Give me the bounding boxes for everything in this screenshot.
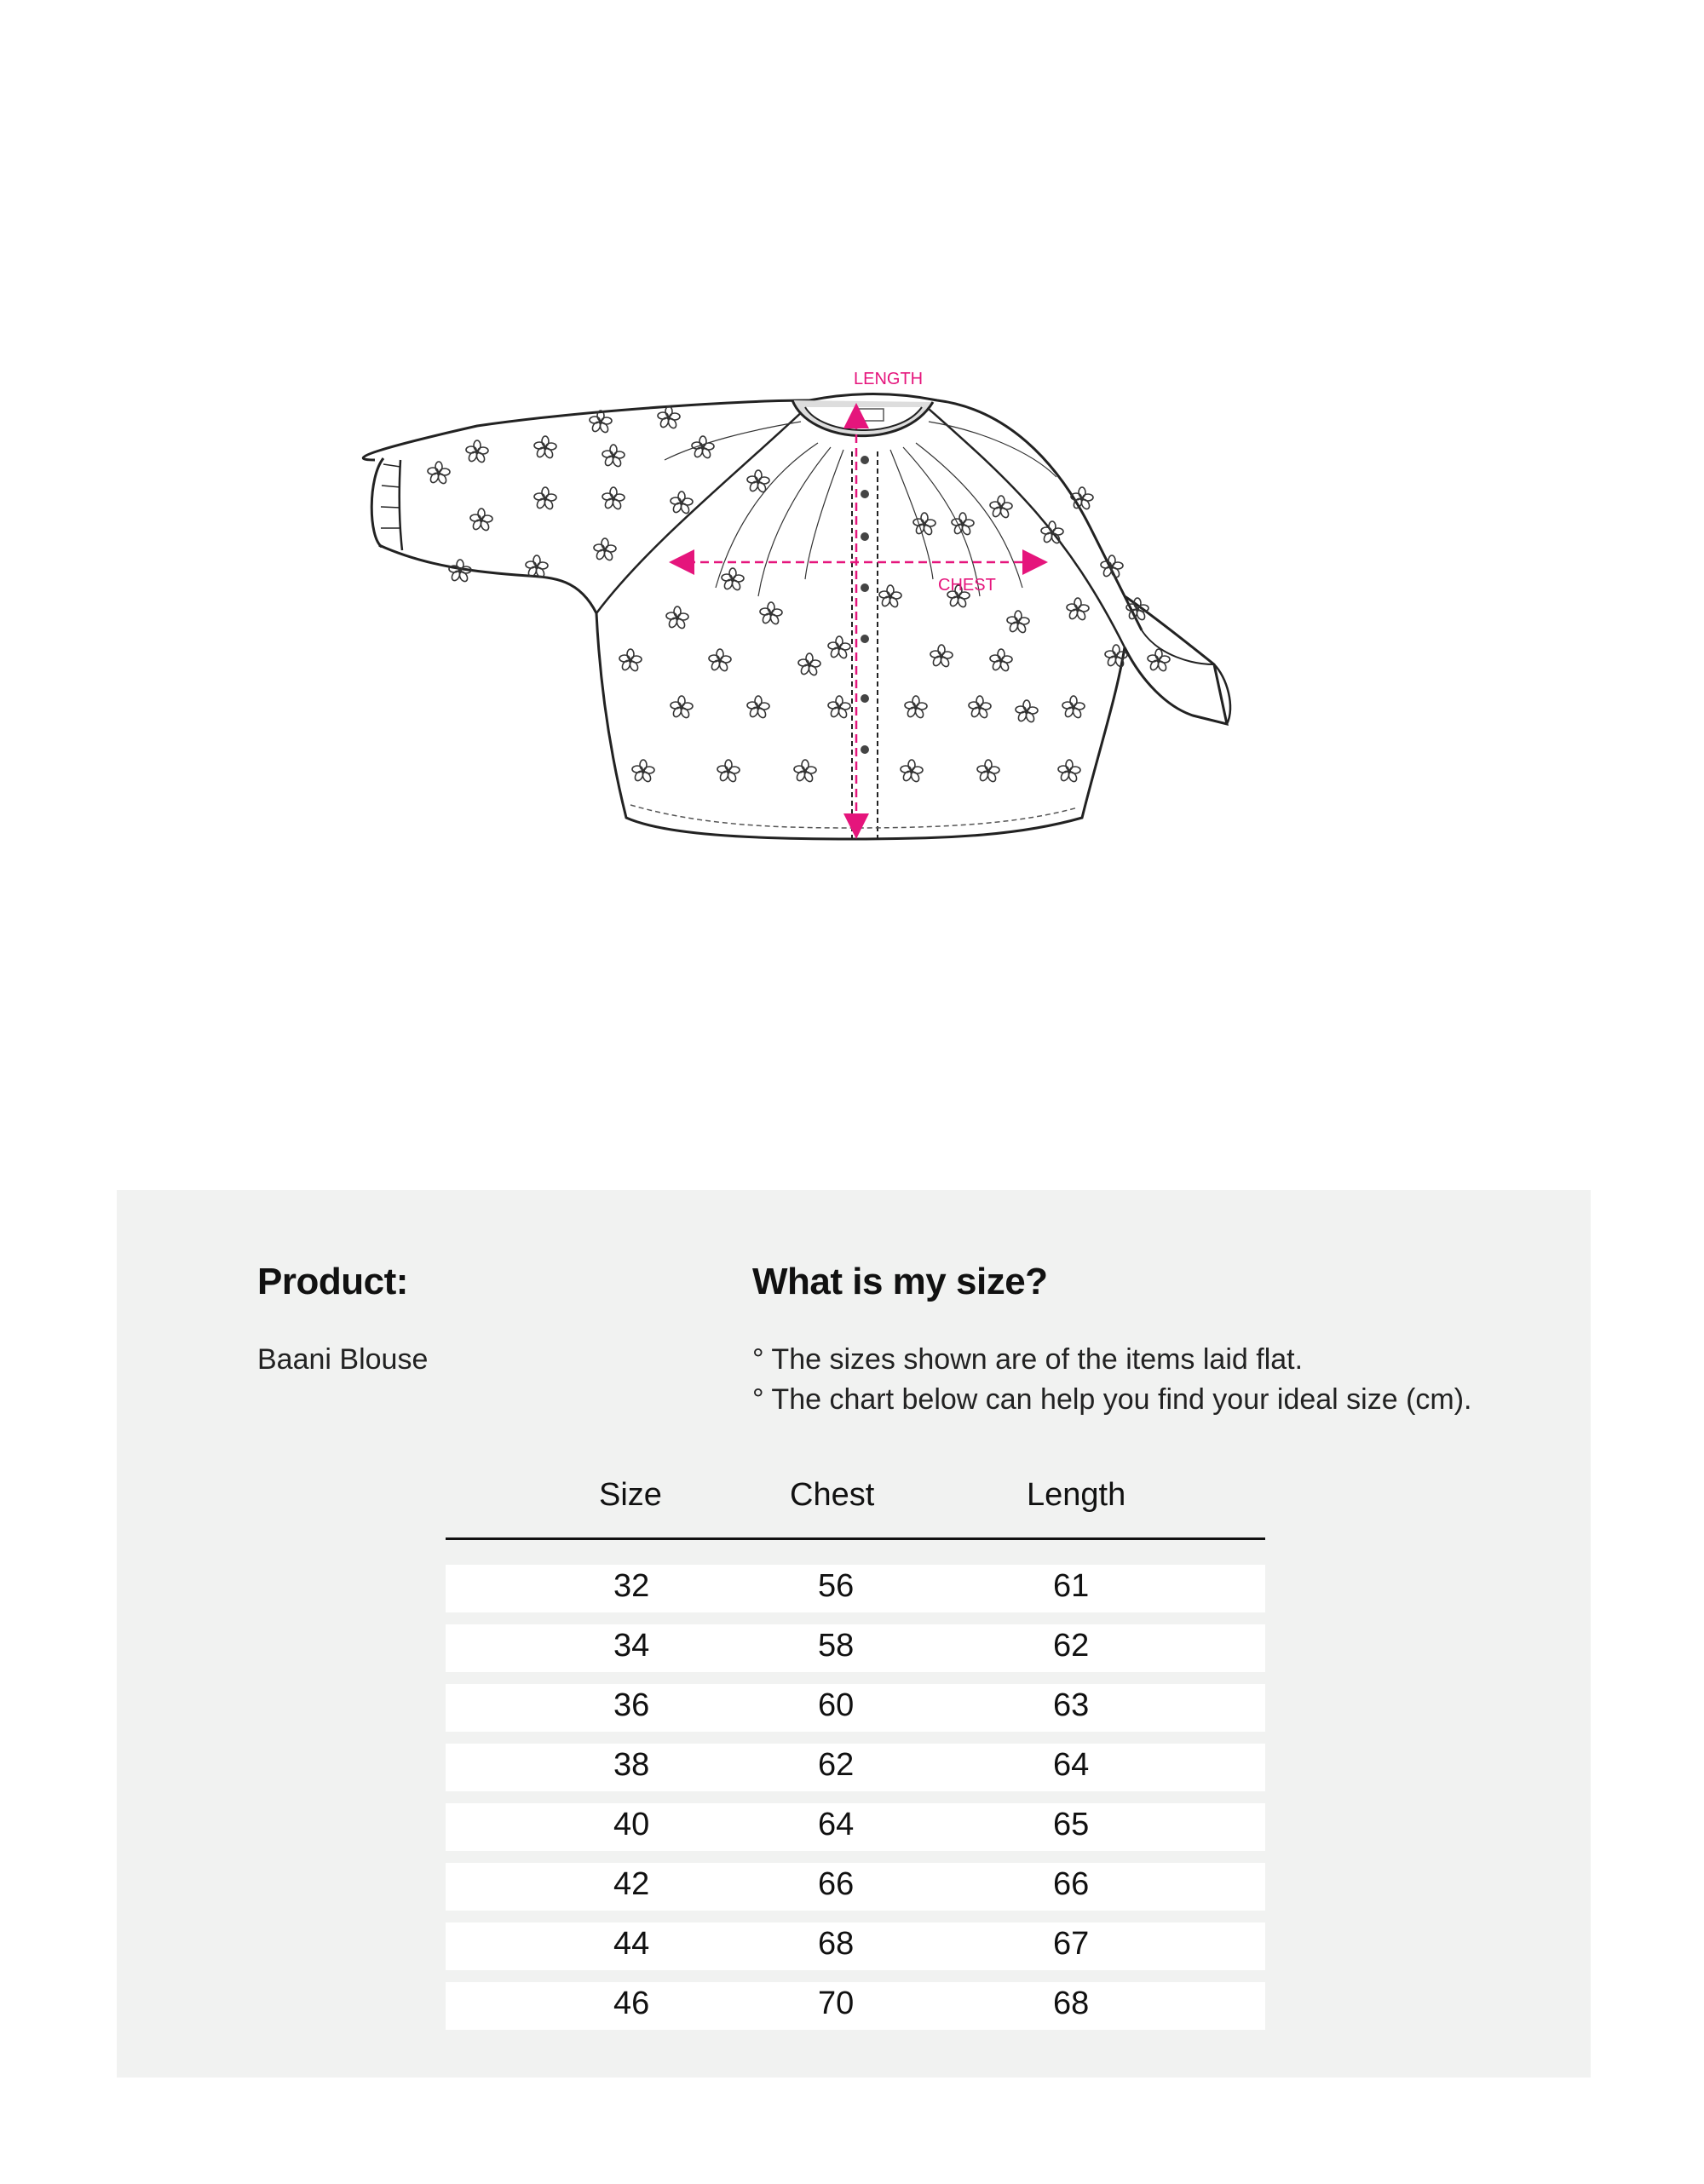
- cell-length: 64: [1053, 1747, 1090, 1783]
- cell-size: 42: [613, 1866, 650, 1902]
- chest-label: CHEST: [938, 576, 996, 595]
- table-row: [446, 1922, 1265, 1970]
- product-heading: Product:: [257, 1261, 408, 1302]
- table-row: [446, 1803, 1265, 1851]
- table-row: [446, 1624, 1265, 1672]
- cell-size: 36: [613, 1687, 650, 1723]
- cell-length: 63: [1053, 1687, 1090, 1723]
- product-name: Baani Blouse: [257, 1343, 429, 1376]
- cell-size: 46: [613, 1986, 650, 2021]
- cell-chest: 60: [818, 1687, 855, 1723]
- cell-size: 38: [613, 1747, 650, 1783]
- cell-length: 68: [1053, 1986, 1090, 2021]
- cell-length: 61: [1053, 1568, 1090, 1604]
- length-label: LENGTH: [854, 370, 924, 388]
- cell-chest: 68: [818, 1926, 855, 1962]
- column-header-chest: Chest: [790, 1477, 875, 1513]
- cell-chest: 62: [818, 1747, 855, 1783]
- cell-length: 65: [1053, 1807, 1090, 1842]
- cell-chest: 70: [818, 1986, 855, 2021]
- cell-chest: 56: [818, 1568, 855, 1604]
- table-row: [446, 1863, 1265, 1911]
- table-row: [446, 1684, 1265, 1732]
- size-note-2: ° The chart below can help you find your ideal size (cm).: [752, 1383, 1472, 1416]
- cell-size: 40: [613, 1807, 650, 1842]
- cell-size: 34: [613, 1628, 650, 1664]
- column-header-length: Length: [1027, 1477, 1126, 1513]
- cell-chest: 58: [818, 1628, 855, 1664]
- table-row: [446, 1565, 1265, 1612]
- cell-size: 32: [613, 1568, 650, 1604]
- cell-chest: 64: [818, 1807, 855, 1842]
- column-header-size: Size: [599, 1477, 662, 1513]
- table-row: [446, 1744, 1265, 1791]
- header-divider: [446, 1537, 1265, 1540]
- cell-length: 62: [1053, 1628, 1090, 1664]
- table-row: [446, 1982, 1265, 2030]
- cell-chest: 66: [818, 1866, 855, 1902]
- cell-size: 44: [613, 1926, 650, 1962]
- size-info-panel: [117, 1190, 1591, 2078]
- cell-length: 66: [1053, 1866, 1090, 1902]
- size-note-1: ° The sizes shown are of the items laid flat.: [752, 1343, 1304, 1376]
- blouse-measurement-diagram: [358, 358, 1261, 869]
- size-heading: What is my size?: [752, 1261, 1048, 1302]
- cell-length: 67: [1053, 1926, 1090, 1962]
